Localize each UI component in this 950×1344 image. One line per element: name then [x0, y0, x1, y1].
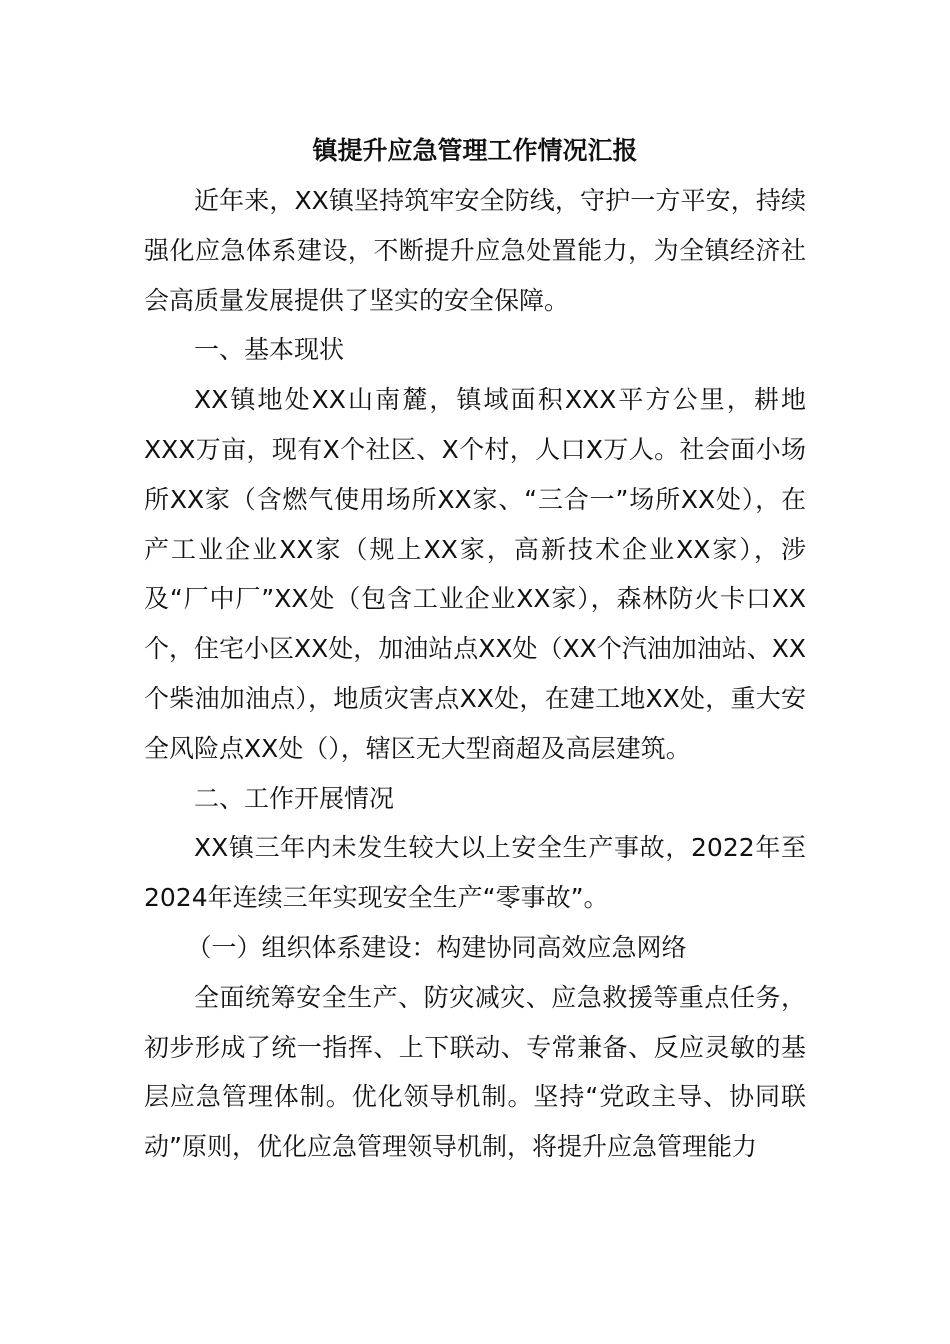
document-title: 镇提升应急管理工作情况汇报: [312, 136, 638, 165]
intro-paragraph: 近年来，XX镇坚持筑牢安全防线，守护一方平安，持续强化应急体系建设，不断提升应急处置能力，为全镇经济社会高质量发展提供了坚实的安全保障。: [144, 186, 806, 315]
document-body: [144, 176, 806, 1172]
organization-paragraph: 全面统筹安全生产、防灾减灾、应急救援等重点任务，初步形成了统一指挥、上下联动、专常兼备、反应灵敏的基层应急管理体制。优化领导机制。坚持“党政主导、协同联动”原则，优化应急管理领导机制，将提升应急管理能力: [144, 982, 806, 1162]
basic-status-paragraph: XX镇地处XX山南麓，镇域面积XXX平方公里，耕地XXX万亩，现有X个社区、X个村，人口X万人。社会面小场所XX家（含燃气使用场所XX家、“三合一”场所XX处），在产工业企业XX家（规上XX家，高新技术企业XX家），涉及“厂中厂”XX处（包含工业企业XX家），森林防火卡口XX个，住宅小区XX处，加油站点XX处（XX个汽油加油站、XX个柴油加油点），地质灾害点XX处，在建工地XX处，重大安全风险点XX处（），辖区无大型商超及高层建筑。: [144, 385, 807, 763]
subsection-heading-organization: （一）组织体系建设：构建协同高效应急网络: [186, 932, 687, 962]
section-heading-basic-status: 一、基本现状: [194, 335, 345, 365]
work-progress-paragraph: XX镇三年内未发生较大以上安全生产事故，2022年至2024年连续三年实现安全生产“零事故”。: [144, 833, 806, 913]
section-heading-work-progress: 二、工作开展情况: [194, 783, 395, 813]
